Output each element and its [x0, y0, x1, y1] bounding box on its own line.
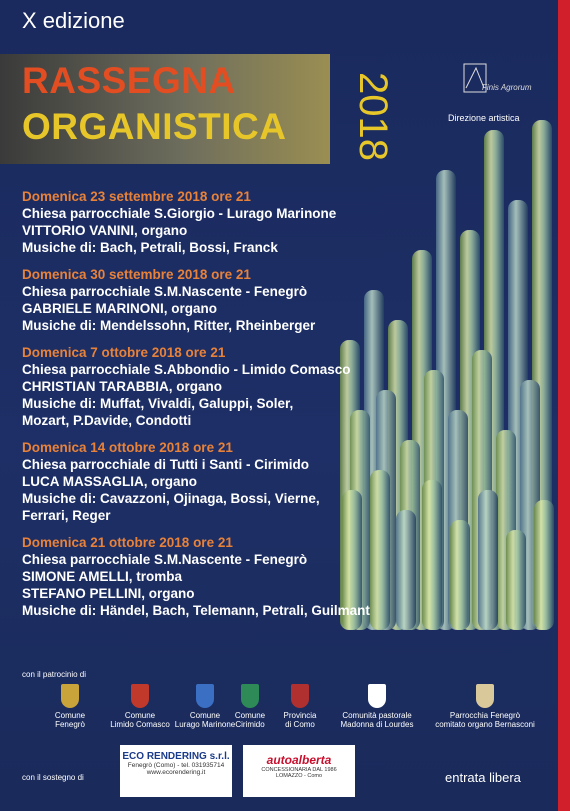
concert-detail-line: Musiche di: Cavazzoni, Ojinaga, Bossi, Vierne,	[22, 491, 320, 506]
artistic-direction-label: Direzione artistica	[448, 113, 520, 123]
concert-detail-line: GABRIELE MARINONI, organo	[22, 301, 217, 316]
patron-name-line-2: Limido Comasco	[110, 720, 170, 729]
patron-name-line-2: comitato organo Bernasconi	[435, 720, 535, 729]
concert-entry	[22, 344, 402, 429]
patron-name-line-2: Fenegrò	[55, 720, 85, 729]
patron-crest	[278, 684, 322, 729]
patron-crest	[430, 684, 540, 729]
patron-crest	[332, 684, 422, 729]
patron-name-line-2: Lurago Marinone	[174, 720, 236, 729]
concert-detail-line: LUCA MASSAGLIA, organo	[22, 474, 197, 489]
concert-detail-line: Musiche di: Händel, Bach, Telemann, Petrali, Guilmant	[22, 603, 370, 618]
organ-pipe	[478, 490, 498, 630]
concert-detail-line: Ferrari, Reger	[22, 508, 111, 523]
concert-entry	[22, 439, 402, 524]
sponsor-detail: Fenegrò (Como) - tel. 031935714	[127, 762, 225, 769]
patron-name-line-1: Comune	[189, 711, 221, 720]
crest-shield-icon	[131, 684, 149, 708]
concert-detail-line: CHRISTIAN TARABBIA, organo	[22, 379, 222, 394]
organ-pipe	[534, 500, 554, 630]
svg-text:Finis Agrorum: Finis Agrorum	[482, 83, 532, 92]
crest-shield-icon	[61, 684, 79, 708]
title-line-2: ORGANISTICA	[22, 106, 287, 147]
patron-crest	[228, 684, 272, 729]
svg-text:2018: 2018	[351, 72, 395, 161]
patron-name-line-2: di Como	[285, 720, 315, 729]
patron-name-line-1: Provincia	[283, 711, 317, 720]
patron-name-line-1: Comune	[234, 711, 266, 720]
patron-crest	[50, 684, 90, 729]
crest-shield-icon	[291, 684, 309, 708]
sponsor-name: autoalberta	[266, 753, 332, 767]
concert-date: Domenica 21 ottobre 2018 ore 21	[22, 535, 233, 550]
title-line-1: RASSEGNA	[22, 60, 236, 101]
concert-detail-line: Chiesa parrocchiale S.M.Nascente - Fenegrò	[22, 284, 308, 299]
patron-name-line-1: Comune	[124, 711, 156, 720]
patron-logos	[50, 684, 550, 740]
sponsor-detail: CONCESSIONARIA DAL 1986	[261, 767, 337, 773]
organ-pipe	[422, 480, 442, 630]
crest-shield-icon	[196, 684, 214, 708]
patronage-label: con il patrocinio di	[22, 670, 87, 679]
concert-detail-line: Musiche di: Mendelssohn, Ritter, Rheinberger	[22, 318, 316, 333]
sponsor-eco-rendering	[120, 745, 232, 797]
free-entry-label: entrata libera	[445, 770, 521, 785]
crest-shield-icon	[476, 684, 494, 708]
concert-detail-line: STEFANO PELLINI, organo	[22, 586, 195, 601]
support-label: con il sostegno di	[22, 773, 84, 782]
concert-list	[22, 188, 402, 629]
patron-crest	[110, 684, 170, 729]
sponsor-website: www.ecorendering.it	[146, 769, 206, 776]
sponsor-autoalberta	[243, 745, 355, 797]
concert-entry	[22, 534, 402, 619]
concert-date: Domenica 7 ottobre 2018 ore 21	[22, 345, 226, 360]
sponsor-name: ECO RENDERING s.r.l.	[122, 751, 230, 762]
concert-detail-line: Chiesa parrocchiale S.M.Nascente - Fenegrò	[22, 552, 308, 567]
organ-pipe	[506, 530, 526, 630]
crest-shield-icon	[368, 684, 386, 708]
concert-date: Domenica 23 settembre 2018 ore 21	[22, 189, 251, 204]
concert-detail-line: Mozart, P.Davide, Condotti	[22, 413, 192, 428]
edition-label: X edizione	[22, 8, 125, 33]
finis-agrorum-logo	[458, 60, 532, 108]
concert-detail-line: Chiesa parrocchiale S.Abbondio - Limido Comasco	[22, 362, 351, 377]
concert-detail-line: SIMONE AMELLI, tromba	[22, 569, 183, 584]
sponsor-location: LOMAZZO - Como	[275, 773, 323, 779]
concert-date: Domenica 30 settembre 2018 ore 21	[22, 267, 251, 282]
concert-detail-line: Chiesa parrocchiale di Tutti i Santi - Cirimido	[22, 457, 310, 472]
patron-name-line-1: Parrocchia Fenegrò	[449, 711, 521, 720]
concert-detail-line: Musiche di: Bach, Petrali, Bossi, Franck	[22, 240, 278, 255]
concert-detail-line: Musiche di: Muffat, Vivaldi, Galuppi, Soler,	[22, 396, 294, 411]
concert-detail-line: Chiesa parrocchiale S.Giorgio - Lurago Marinone	[22, 206, 337, 221]
patron-name-line-2: Madonna di Lourdes	[340, 720, 414, 729]
patron-name-line-1: Comunità pastorale	[342, 711, 412, 720]
concert-entry	[22, 188, 402, 256]
patron-name-line-2: Cirimido	[235, 720, 265, 729]
concert-detail-line: VITTORIO VANINI, organo	[22, 223, 188, 238]
concert-entry	[22, 266, 402, 334]
crest-shield-icon	[241, 684, 259, 708]
patron-name-line-1: Comune	[54, 711, 86, 720]
concert-date: Domenica 14 ottobre 2018 ore 21	[22, 440, 233, 455]
organ-pipe	[450, 520, 470, 630]
